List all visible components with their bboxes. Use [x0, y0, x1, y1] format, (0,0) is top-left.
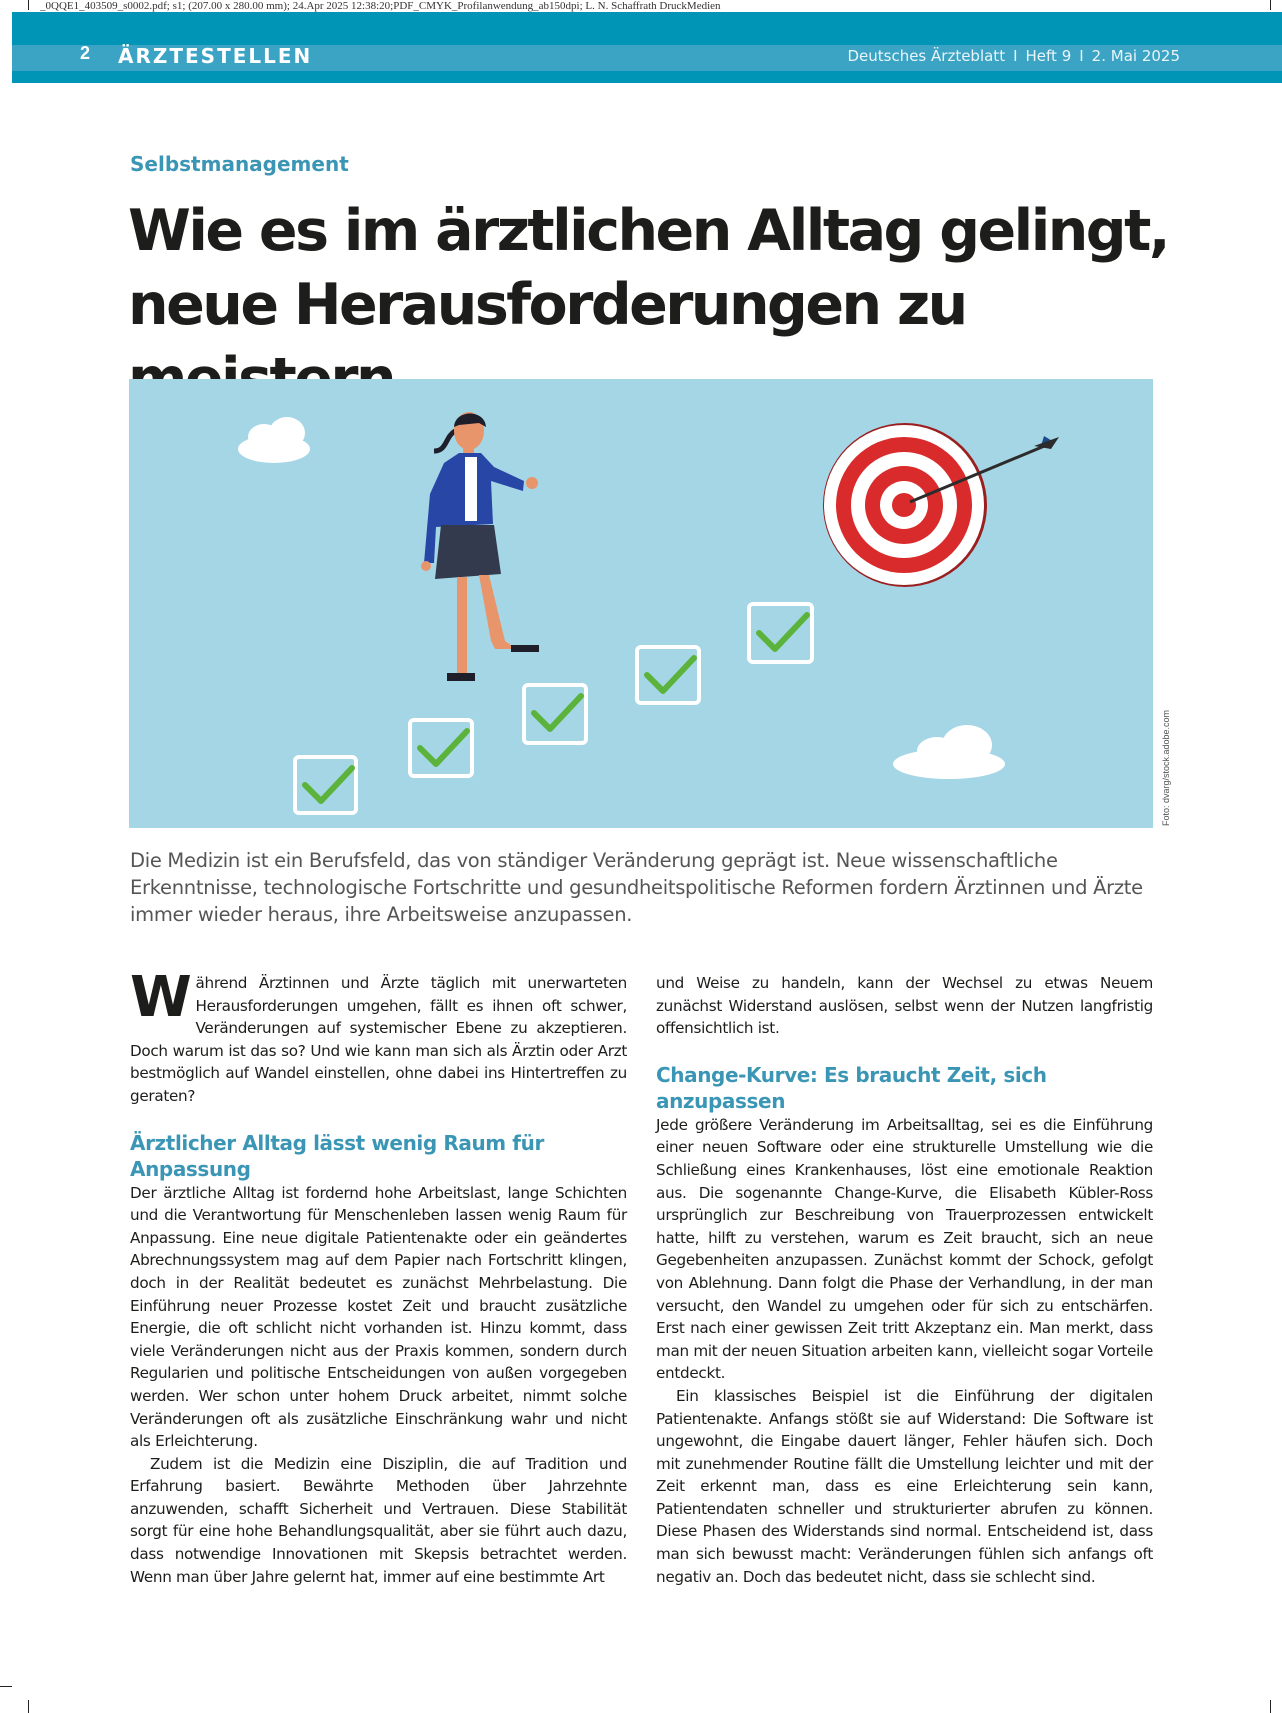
continuation-paragraph: und Weise zu handeln, kann der Wechsel zu etwas Neuem zunächst Widerstand auslösen, selbst wenn der Nutzen langfristig offensichtlich ist. [656, 974, 1153, 1038]
issue-date: 2. Mai 2025 [1091, 47, 1180, 65]
body-paragraph: Jede größere Veränderung im Arbeitsalltag, sei es die Einführung einer neuen Software oder eine strukturelle Umstellung wie die Schließung eines Krankenhauses, löst eine emotionale Reaktion aus. Die sogenannte Change-Kurve, die Elisabeth Kübler-Ross ursprünglich zur Beschreibung von Trauerprozessen entwickelt hatte, hilft zu verstehen, warum es Zeit braucht, sich an neue Gegebenheiten anzupassen. Zunächst kommt der Schock, gefolgt von Ablehnung. Dann folgt die Phase der Verhandlung, in der man versucht, den Wandel zu umgehen oder für sich zu entschärfen. Erst nach einer gewissen Zeit tritt Akzeptanz ein. Man merkt, dass man mit der neuen Situation arbeiten kann, vielleicht sogar Vorteile entdeckt. [656, 1115, 1153, 1383]
crop-mark [28, 1700, 29, 1713]
photo-credit: Foto: dvarg/stock.adobe.com [1161, 709, 1171, 826]
drop-cap: W [130, 965, 192, 1030]
article-lead: Die Medizin ist ein Berufsfeld, das von ständiger Veränderung geprägt ist. Neue wissenschaftliche Erkenntnisse, technologische Fortschritte und gesundheitspolitische Reformen fordern Ärztinnen und Ärzte immer wieder heraus, ihre Arbeitsweise anzupassen. [130, 849, 1143, 926]
crop-mark [0, 1686, 12, 1687]
body-paragraph: Der ärztliche Alltag ist fordernd hohe Arbeitslast, lange Schichten und die Verantwortung für Menschenleben lassen wenig Raum für Anpassung. Eine neue digitale Patientenakte oder ein geändertes Abrechnungssystem mag auf dem Papier nach Fortschritt klingen, doch in der Realität bedeutet es zunächst Mehrbelastung. Die Einführung neuer Prozesse kostet Zeit und braucht zusätzliche Energie, die oft schlicht nicht vorhanden ist. Hinzu kommt, dass viele Veränderungen nicht aus der Praxis kommen, sondern durch Regularien und politische Entscheidungen von außen vorgegeben werden. Wer schon unter hohem Druck arbeitet, nimmt solche Veränderungen oft als zusätzliche Einschränkung wahr und nicht als Erleichterung. [130, 1183, 627, 1451]
publication-info [847, 47, 1180, 65]
header-band-bottom [12, 71, 1282, 83]
crop-mark [1270, 1700, 1271, 1713]
separator: I [1079, 47, 1084, 65]
subhead-anpassung: Ärztlicher Alltag lässt wenig Raum für Anpassung [130, 1130, 544, 1181]
intro-paragraph [130, 965, 627, 1108]
print-info-line: _0QQE1_403509_s0002.pdf; s1; (207.00 x 280.00 mm); 24.Apr 2025 12:38:20;PDF_CMYK_Profilanwendung_ab150dpi; L. N. Schaffrath DruckMedien [40, 0, 721, 12]
intro-text: ährend Ärztinnen und Ärzte täglich mit unerwarteten Herausforderungen umgehen, fällt es ihnen oft schwer, Veränderungen auf systemischer Ebene zu akzeptieren. Doch warum ist das so? Und wie kann man sich als Ärztin oder Arzt bestmöglich auf Wandel einstellen, ohne dabei ins Hintertreffen zu geraten? [130, 974, 627, 1105]
article-column-right [656, 972, 1153, 1588]
article-kicker: Selbstmanagement [130, 152, 349, 176]
separator: I [1013, 47, 1018, 65]
body-paragraph: Zudem ist die Medizin eine Disziplin, die auf Tradition und Erfahrung basiert. Bewährte Methoden über Jahrzehnte anzuwenden, schafft Sicherheit und Vertrauen. Diese Stabilität sorgt für eine hohe Behandlungsqualität, aber sie führt auch dazu, dass notwendige Innovationen mit Skepsis betrachtet werden. Wenn man über Jahre gelernt hat, immer auf eine bestimmte Art [130, 1454, 627, 1586]
section-title: ÄRZTESTELLEN [118, 44, 313, 68]
headline-line-2: neue Herausforderungen zu [128, 272, 966, 338]
target-icon [823, 423, 987, 587]
issue-number: Heft 9 [1025, 47, 1072, 65]
page-number: 2 [80, 43, 91, 63]
crop-mark [28, 0, 29, 10]
subhead-change-kurve: Change-Kurve: Es braucht Zeit, sich anzupassen [656, 1062, 1047, 1113]
header-band [12, 12, 1282, 45]
body-paragraph: Ein klassisches Beispiel ist die Einführung der digitalen Patientenakte. Anfangs stößt sie auf Widerstand: Die Software ist ungewohnt, die Eingabe dauert länger, Fehler häufen sich. Doch mit zunehmender Routine fällt die Umstellung leichter und mit der Zeit erkennt man, dass es eine Erleichterung sein kann, Patientendaten schneller und strukturierter abrufen zu können. Diese Phasen des Widerstands sind normal. Entscheidend ist, dass man sich bewusst macht: Veränderungen fühlen sich anfangs oft negativ an. Doch das bedeutet nicht, dass sie schlecht sind. [656, 1386, 1153, 1586]
article-column-left [130, 965, 627, 1588]
crop-mark [1270, 0, 1271, 10]
headline-line-1: Wie es im ärztlichen Alltag gelingt, [128, 198, 1169, 264]
hero-illustration [129, 379, 1153, 828]
publication-name: Deutsches Ärzteblatt [847, 47, 1006, 65]
